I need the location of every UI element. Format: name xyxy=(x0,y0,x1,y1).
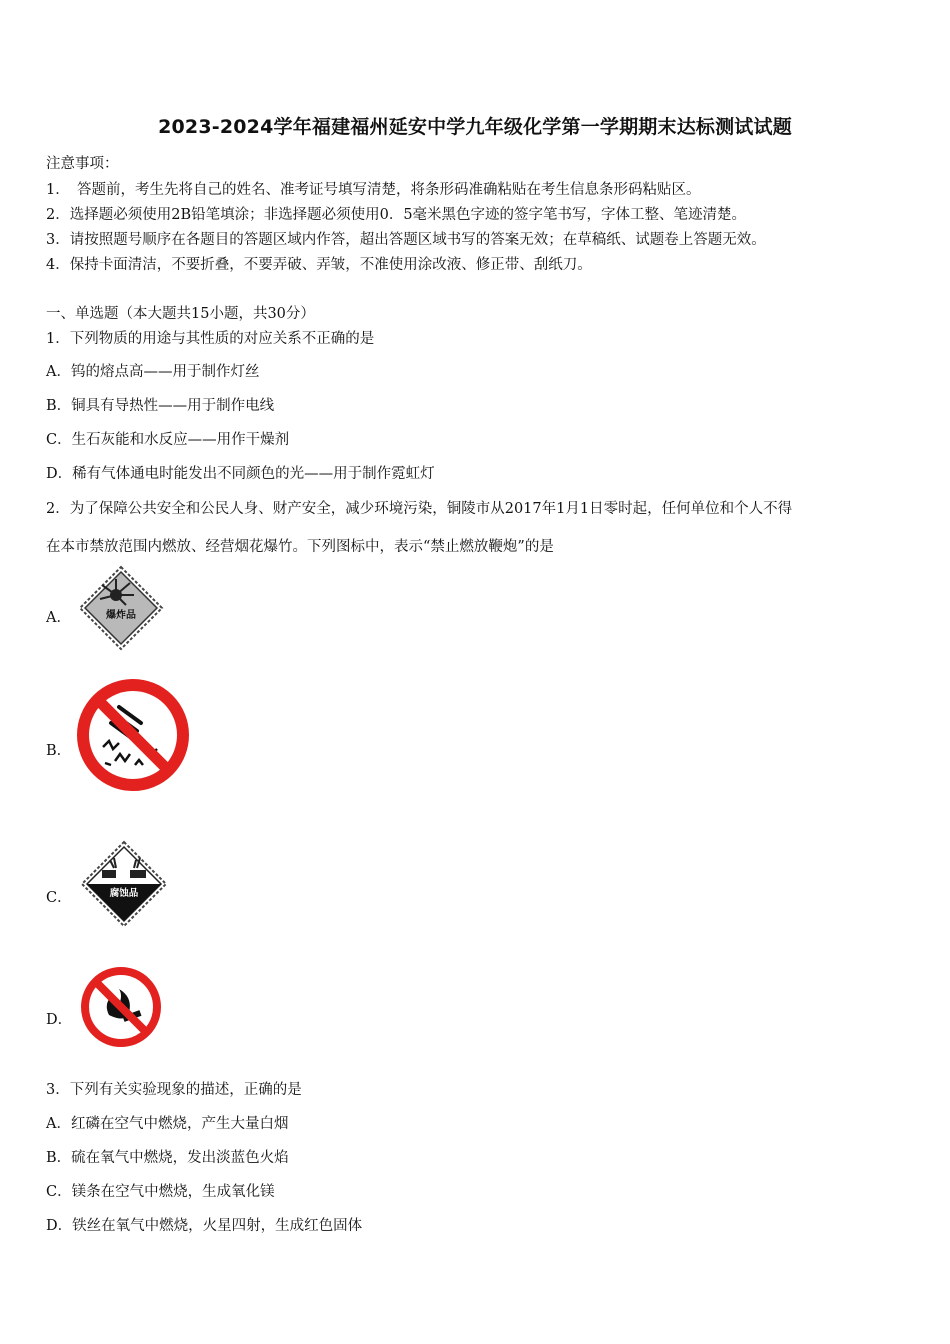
question-3-option-c: C．镁条在空气中燃烧，生成氧化镁 xyxy=(46,1184,275,1200)
question-1-option-d: D．稀有气体通电时能发出不同颜色的光——用于制作霓虹灯 xyxy=(46,466,435,482)
notice-item-2: 2．选择题必须使用2B铅笔填涂；非选择题必须使用0．5毫米黑色字迹的签字笔书写，字体工整、笔迹清楚。 xyxy=(46,207,747,223)
question-2-option-a-label: A． xyxy=(46,610,71,626)
question-2-stem-line-1: 2．为了保障公共安全和公民人身、财产安全，减少环境污染，铜陵市从2017年1月1日零时起，任何单位和个人不得 xyxy=(46,501,793,517)
question-2-option-d-label: D． xyxy=(46,1012,73,1028)
section-heading: 一、单选题（本大题共15小题，共30分） xyxy=(46,306,315,322)
page-title: 2023-2024学年福建福州延安中学九年级化学第一学期期末达标测试试题 xyxy=(158,116,792,138)
question-3-option-a: A．红磷在空气中燃烧，产生大量白烟 xyxy=(46,1116,289,1132)
question-1-option-a: A．钨的熔点高——用于制作灯丝 xyxy=(46,364,260,380)
question-2-option-c-label: C． xyxy=(46,890,72,906)
question-2-option-b-label: B． xyxy=(46,743,72,759)
question-3-option-d: D．铁丝在氧气中燃烧，火星四射，生成红色固体 xyxy=(46,1218,363,1234)
question-1-option-c: C．生石灰能和水反应——用作干燥剂 xyxy=(46,432,290,448)
notice-item-3: 3．请按照题号顺序在各题目的答题区域内作答，超出答题区域书写的答案无效；在草稿纸、试题卷上答题无效。 xyxy=(46,232,766,248)
corrosive-sign-text: 腐蚀品 xyxy=(109,888,139,899)
no-fire-sign-icon xyxy=(79,965,163,1049)
question-3-option-b: B．硫在氧气中燃烧，发出淡蓝色火焰 xyxy=(46,1150,289,1166)
explosive-sign-text: 爆炸品 xyxy=(106,610,136,621)
no-firecrackers-sign-icon xyxy=(75,677,191,793)
question-2-stem-line-2: 在本市禁放范围内燃放、经营烟花爆竹。下列图标中，表示“禁止燃放鞭炮”的是 xyxy=(46,539,554,555)
notice-heading: 注意事项： xyxy=(46,156,119,172)
corrosive-sign-icon xyxy=(80,840,168,928)
notice-item-1: 1． 答题前，考生先将自己的姓名、准考证号填写清楚，将条形码准确粘贴在考生信息条形码粘贴区。 xyxy=(46,182,701,198)
notice-item-4: 4．保持卡面清洁，不要折叠，不要弄破、弄皱，不准使用涂改液、修正带、刮纸刀。 xyxy=(46,257,592,273)
explosive-sign-icon xyxy=(78,565,164,651)
question-1-option-b: B．铜具有导热性——用于制作电线 xyxy=(46,398,275,414)
question-3-stem: 3．下列有关实验现象的描述，正确的是 xyxy=(46,1082,302,1098)
question-1-stem: 1．下列物质的用途与其性质的对应关系不正确的是 xyxy=(46,331,375,347)
